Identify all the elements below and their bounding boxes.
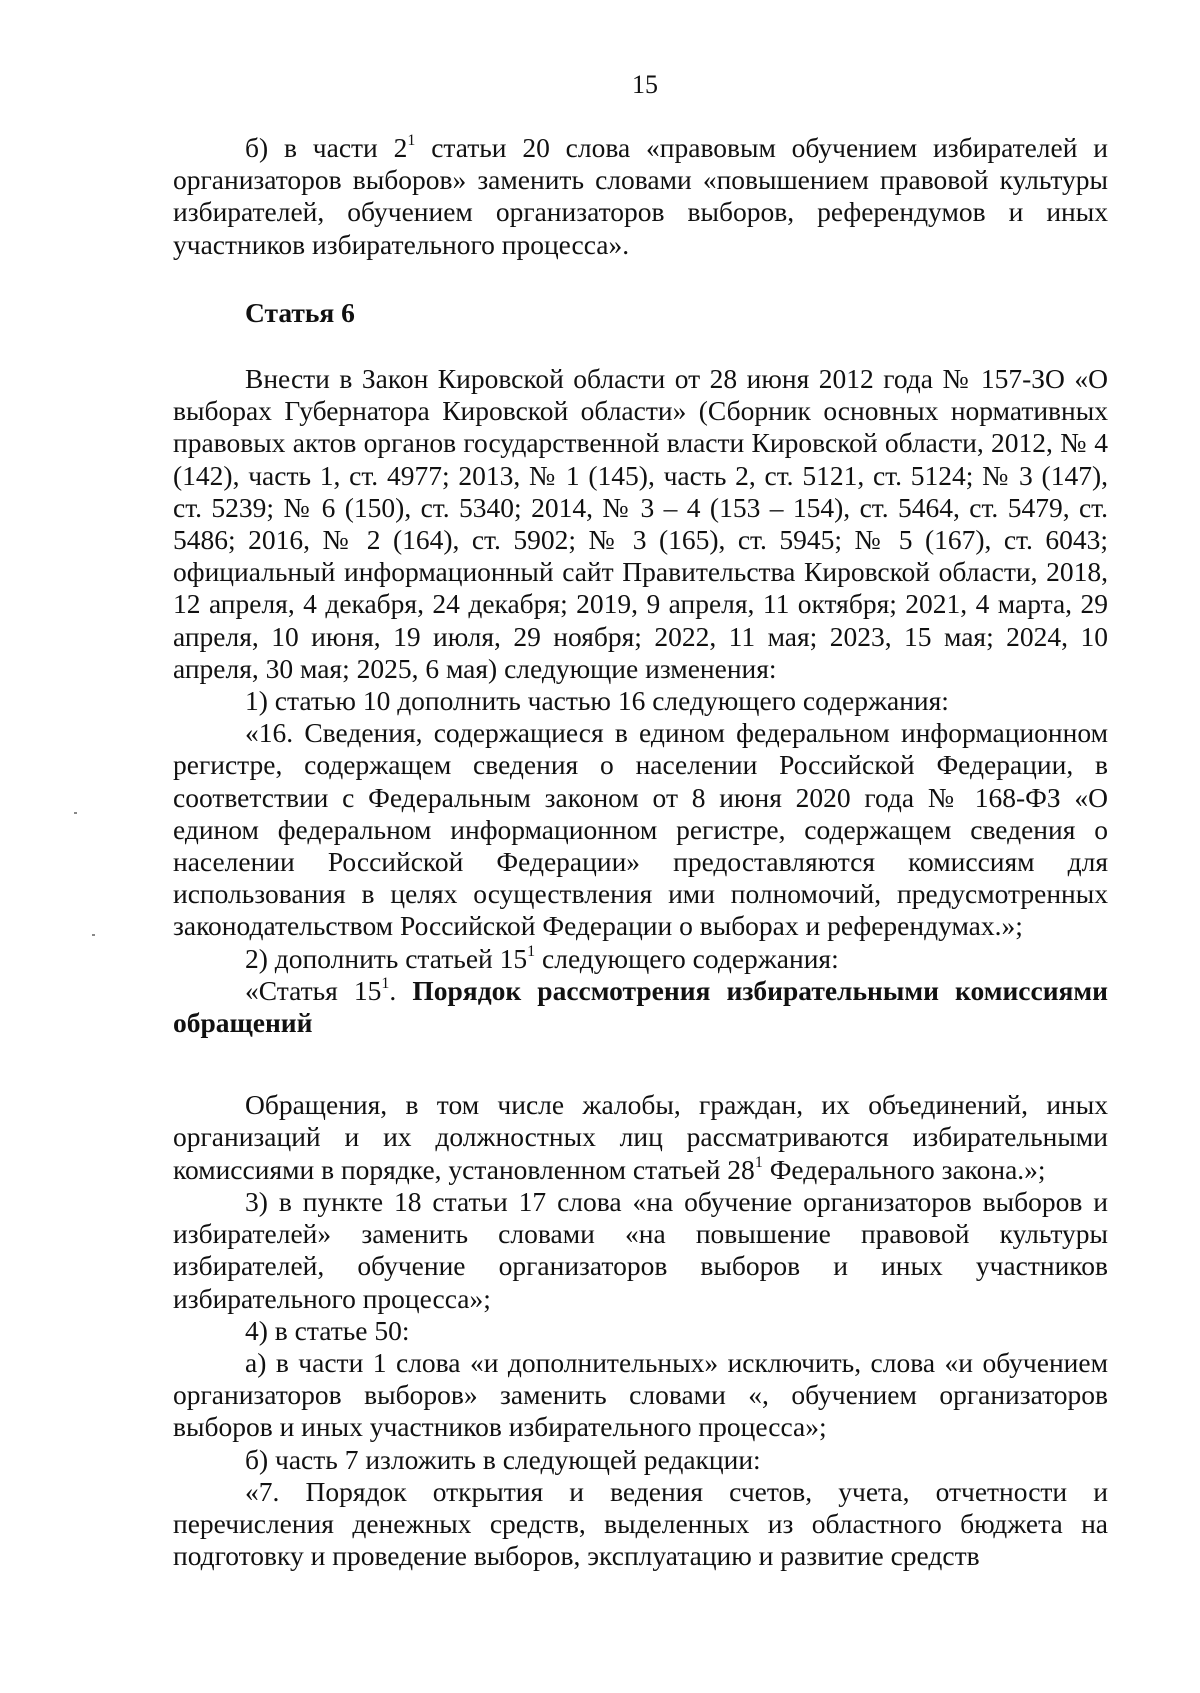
paragraph-article-6-intro: Внести в Закон Кировской области от 28 июня 2012 года № 157-ЗО «О выборах Губернатора Кировской области» (Сборник основных нормативных правовых актов органов государственной власти Кировской области, 2012, № 4 (142), часть 1, ст. 4977; 2013, № 1 (145), часть 2, ст. 5121, ст. 5124; № 3 (147), ст. 5239; № 6 (150), ст. 5340; 2014, № 3 – 4 (153 – 154), ст. 5464, ст. 5479, ст. 5486; 2016, № 2 (164), ст. 5902; № 3 (165), ст. 5945; № 5 (167), ст. 6043; официальный информационный сайт Правительства Кировской области, 2018, 12 апреля, 4 декабря, 24 декабря; 2019, 9 апреля, 11 октября; 2021, 4 марта, 29 апреля, 10 июня, 19 июля, 29 ноября; 2022, 11 мая; 2023, 15 мая; 2024, 10 апреля, 30 мая; 2025, 6 мая) следующие изменения: [173, 363, 1108, 684]
paragraph-item-4-b: б) часть 7 изложить в следующей редакции: [245, 1443, 761, 1475]
paragraph-article-5-item-b: б) в части $2^1$ статьи 20 слова «правовым обучением избирателей и организаторов выборов» заменить словами «повышением правовой культуры избирателей, обучением организаторов выборов, референдумов и иных участников избирательного процесса». [173, 131, 1108, 260]
paragraph-item-3: 3) в пункте 18 статьи 17 слова «на обучение организаторов выборов и избирателей» заменить словами «на повышение правовой культуры избирателей, обучение организаторов выборов и иных участников избирательного процесса»; [173, 1185, 1108, 1314]
paragraph-item-1: 1) статью 10 дополнить частью 16 следующего содержания: [245, 685, 949, 717]
paragraph-item-1-text: «16. Сведения, содержащиеся в едином федеральном информационном регистре, содержащем сведения о населении Российской Федерации, в соответствии с Федеральным законом от 8 июня 2020 года № 168-ФЗ «О едином федеральном информационном регистре, содержащем сведения о населении Российской Федерации» предоставляются комиссиям для использования в целях осуществления ими полномочий, предусмотренных законодательством Российской Федерации о выборах и референдумах.»; [173, 717, 1108, 942]
paragraph-item-4-b-text: «7. Порядок открытия и ведения счетов, учета, отчетности и перечисления денежных средств, выделенных из областного бюджета на подготовку и проведение выборов, эксплуатацию и развитие средств [173, 1475, 1108, 1572]
bold-heading-text: Порядок рассмотрения избирательными комиссиями обращений [173, 974, 1109, 1039]
article-heading: Статья 6 [245, 296, 355, 328]
superscript: 1 [754, 1153, 763, 1171]
paragraph-article-15-1-heading: «Статья $15^1$. Порядок рассмотрения избирательными комиссиями обращений [173, 974, 1109, 1039]
scan-speck [74, 812, 77, 814]
document-body [173, 132, 1108, 1572]
paragraph-article-15-1-text: Обращения, в том числе жалобы, граждан, их объединений, иных организаций и их должностных лиц рассматриваются избирательными комиссиями в порядке, установленном статьей $28^1$ Федерального закона.»; [173, 1089, 1108, 1185]
superscript: 1 [381, 974, 390, 992]
paragraph-item-4-a: а) в части 1 слова «и дополнительных» исключить, слова «и обучением организаторов выборов» заменить словами «, обучением организаторов выборов и иных участников избирательного процесса»; [173, 1346, 1108, 1443]
scan-speck [92, 934, 95, 936]
paragraph-item-4: 4) в статье 50: [245, 1314, 410, 1346]
superscript: 1 [407, 131, 416, 149]
paragraph-item-2: 2) дополнить статьей $15^1$ следующего содержания: [245, 942, 839, 974]
page-number: 15 [632, 70, 658, 99]
superscript: 1 [527, 942, 536, 960]
